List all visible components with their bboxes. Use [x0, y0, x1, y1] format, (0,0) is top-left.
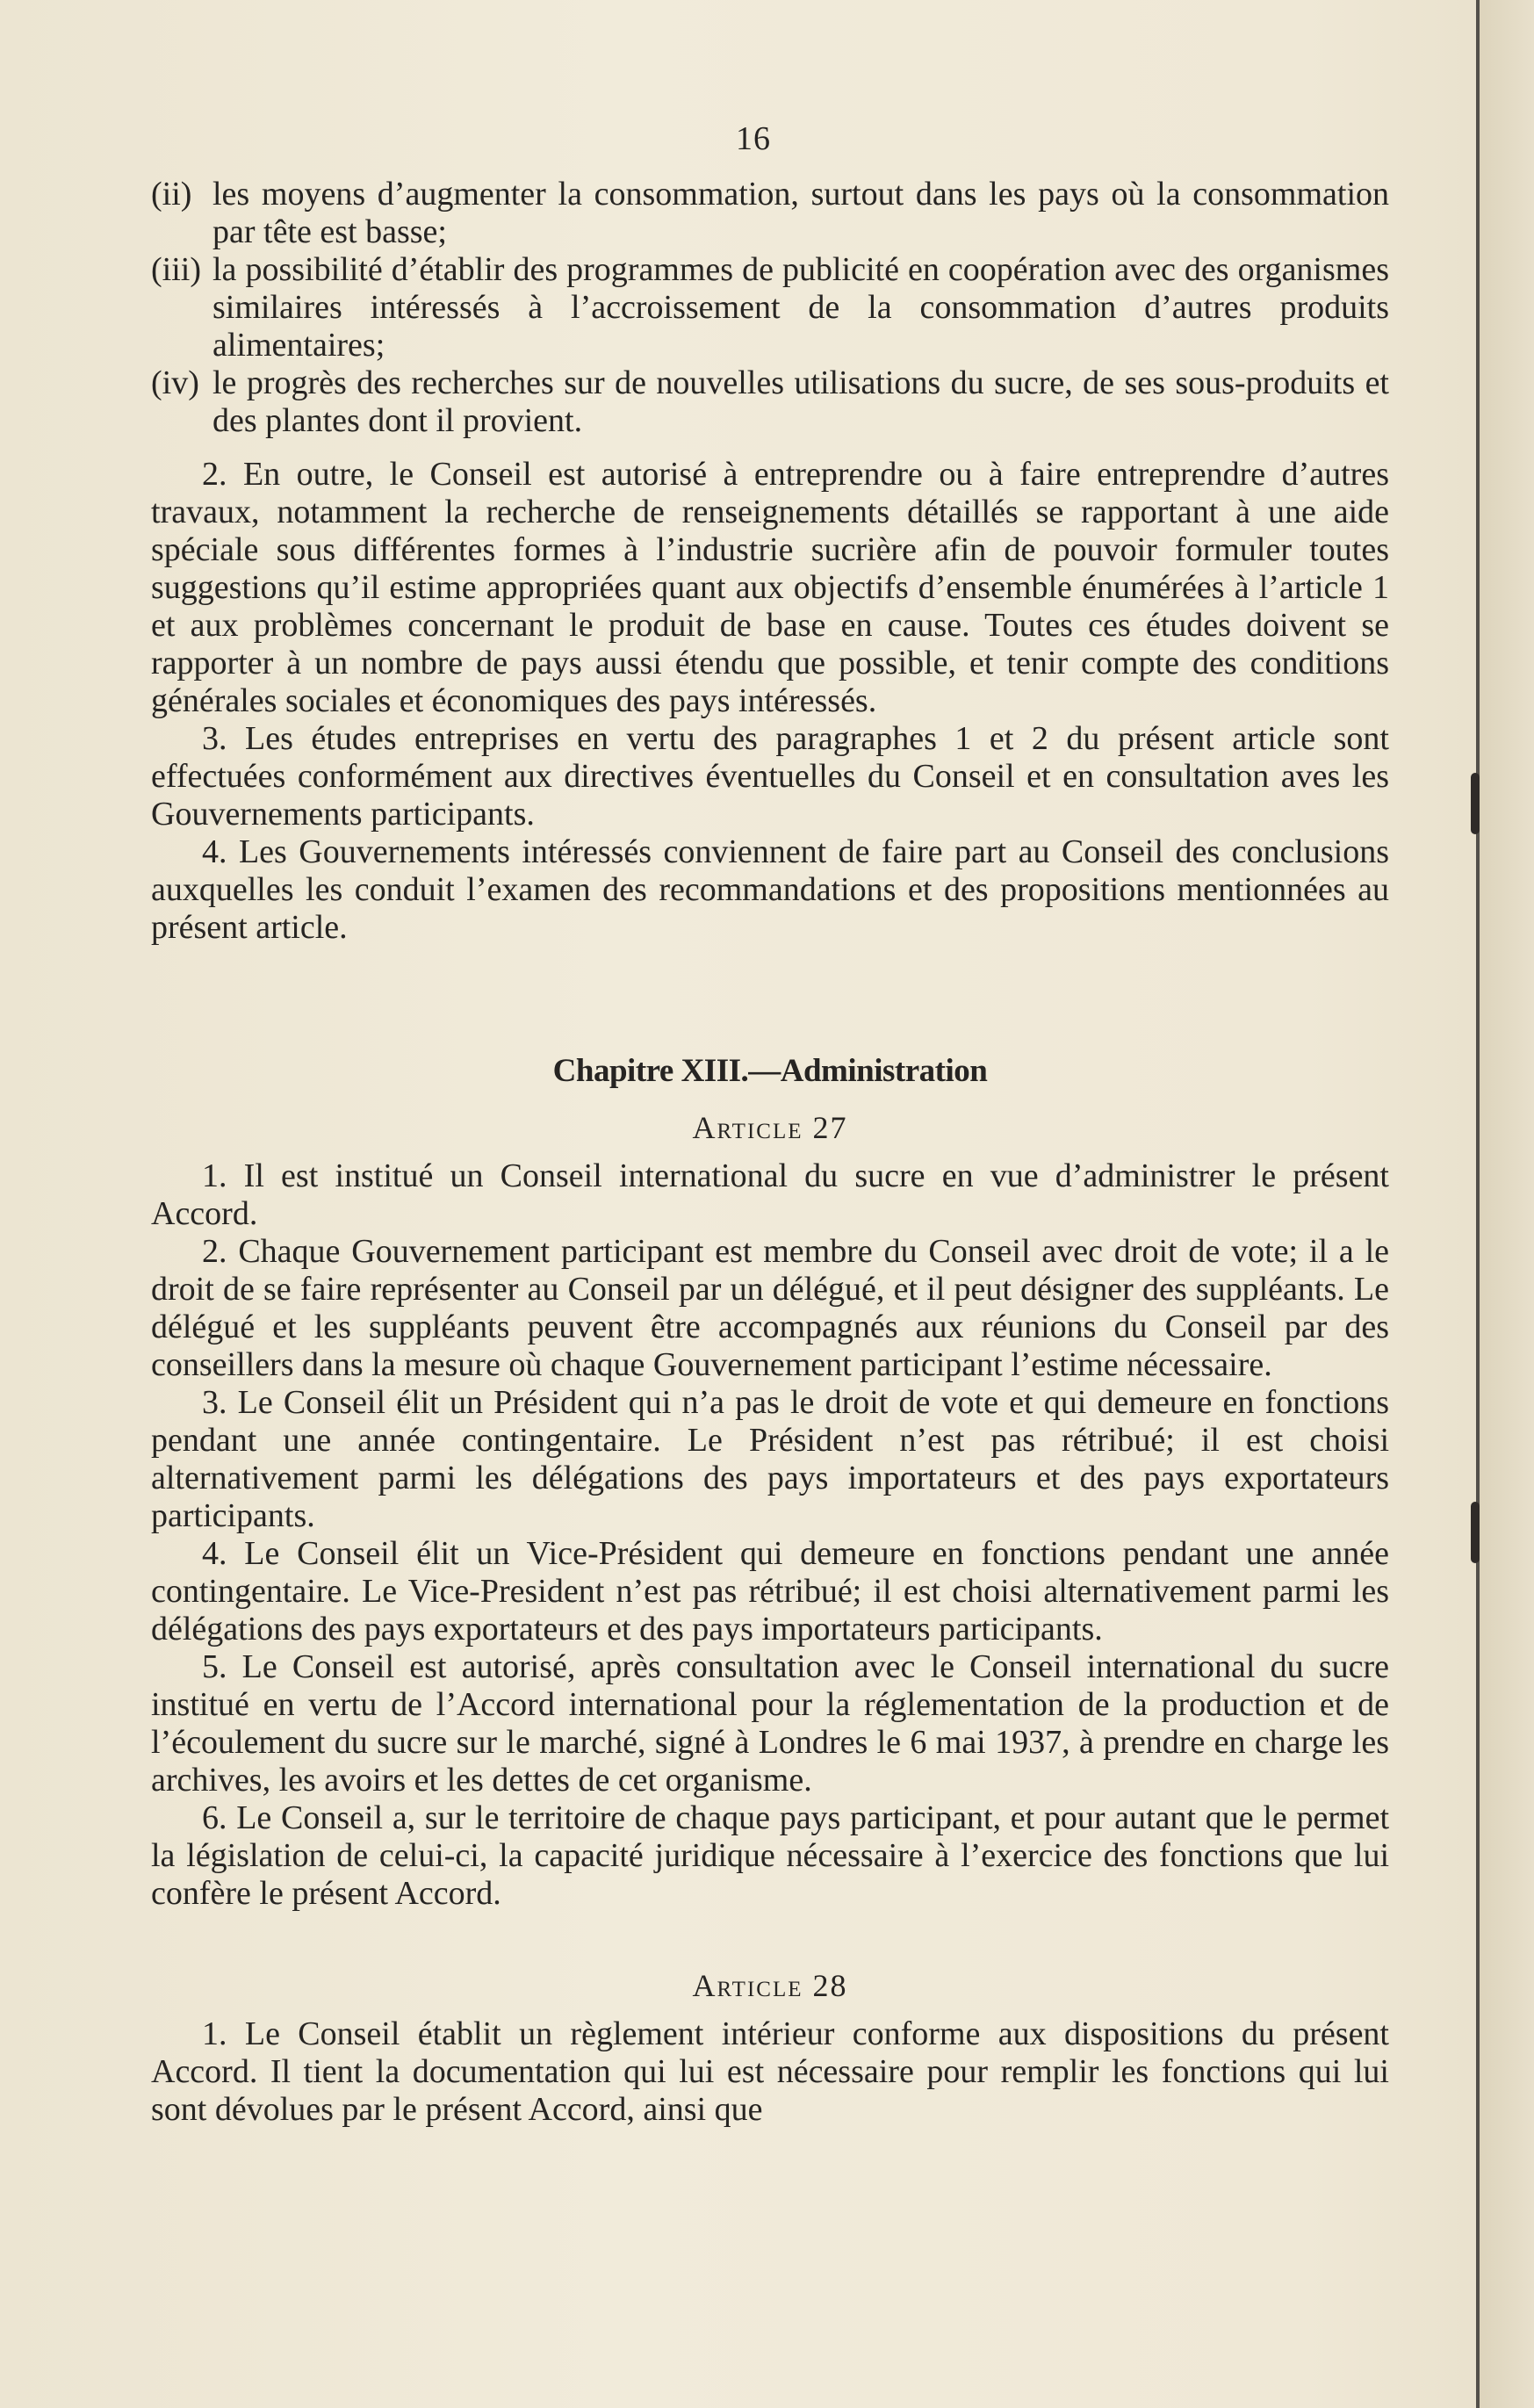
list-item-number: (ii): [151, 176, 192, 213]
paragraph: 1. Il est institué un Conseil international du sucre en vue d’administrer le présent Accord.: [151, 1157, 1389, 1232]
paragraph: 2. Chaque Gouvernement participant est membre du Conseil avec droit de vote; il a le droit de se faire représenter au Conseil par un délégué, et il peut désigner des suppléants. Le délégué et les suppléants peuvent être accompagnés aux réunions du Conseil par des conseillers dans la mesure où chaque Gouvernement participant l’estime nécessaire.: [151, 1233, 1389, 1383]
paragraph: 3. Le Conseil élit un Président qui n’a pas le droit de vote et qui demeure en fonctions pendant une année contingentaire. Le Président n’est pas rétribué; il est choisi alternativement parmi les délégations des pays importateurs et des pays exportateurs participants.: [151, 1384, 1389, 1534]
list-item: [151, 176, 1389, 251]
list-item-number: (iii): [151, 251, 201, 288]
paragraph: 5. Le Conseil est autorisé, après consultation avec le Conseil international du sucre institué en vertu de l’Accord international pour la réglementation de la production et de l’écoulement du sucre sur le marché, signé à Londres le 6 mai 1937, à prendre en charge les archives, les avoirs et les dettes de cet organisme.: [151, 1648, 1389, 1799]
list-item-text: les moyens d’augmenter la consommation, surtout dans les pays où la consommation par tête est basse;: [212, 176, 1389, 250]
page-edge-mark: [1471, 1502, 1480, 1563]
paragraph: 4. Les Gouvernements intéressés conviennent de faire part au Conseil des conclusions auxquelles les conduit l’examen des recommandations et des propositions mentionnées au présent article.: [151, 833, 1389, 946]
list-item: [151, 364, 1389, 440]
document-body: [151, 176, 1389, 2129]
paragraph: 3. Les études entreprises en vertu des paragraphes 1 et 2 du présent article sont effectuées conformément aux directives éventuelles du Conseil et en consultation aves les Gouvernements participants.: [151, 720, 1389, 833]
paragraph: 2. En outre, le Conseil est autorisé à entreprendre ou à faire entreprendre d’autres travaux, notamment la recherche de renseignements détaillés se rapportant à une aide spéciale sous différentes formes à l’industrie sucrière afin de pouvoir formuler toutes suggestions qu’il estime appropriées quant aux objectifs d’ensemble énumérées à l’article 1 et aux problèmes concernant le produit de base en cause. Toutes ces études doivent se rapporter à un nombre de pays aussi étendu que possible, et tenir compte des conditions générales sociales et économiques des pays intéressés.: [151, 456, 1389, 719]
article-heading: Article 27: [692, 1110, 848, 1145]
paragraph: 6. Le Conseil a, sur le territoire de chaque pays participant, et pour autant que le permet la législation de celui-ci, la capacité juridique nécessaire à l’exercice des fonctions que lui confère le présent Accord.: [151, 1799, 1389, 1912]
page-number: 16: [736, 120, 771, 157]
list-item-text: la possibilité d’établir des programmes de publicité en coopération avec des organismes similaires intéressés à l’accroissement de la consommation d’autres produits alimentaires;: [212, 251, 1389, 364]
paragraph: 4. Le Conseil élit un Vice-Président qui demeure en fonctions pendant une année contingentaire. Le Vice-President n’est pas rétribué; il est choisi alternativement parmi les délégations des pays exportateurs et des pays importateurs participants.: [151, 1535, 1389, 1647]
page-edge-line: [1476, 0, 1480, 2408]
page-edge-mark: [1471, 773, 1480, 834]
list-item-number: (iv): [151, 364, 199, 401]
list-item: [151, 251, 1389, 364]
article-heading: Article 28: [692, 1968, 848, 2003]
page-edge-shadow: [1480, 0, 1534, 2408]
paragraph: 1. Le Conseil établit un règlement intérieur conforme aux dispositions du présent Accord. Il tient la documentation qui lui est nécessaire pour remplir les fonctions qui lui sont dévolues par le présent Accord, ainsi que: [151, 2015, 1389, 2128]
chapter-title: Chapitre XIII.—Administration: [552, 1053, 988, 1089]
list-item-text: le progrès des recherches sur de nouvelles utilisations du sucre, de ses sous-produits et des plantes dont il provient.: [212, 364, 1389, 439]
